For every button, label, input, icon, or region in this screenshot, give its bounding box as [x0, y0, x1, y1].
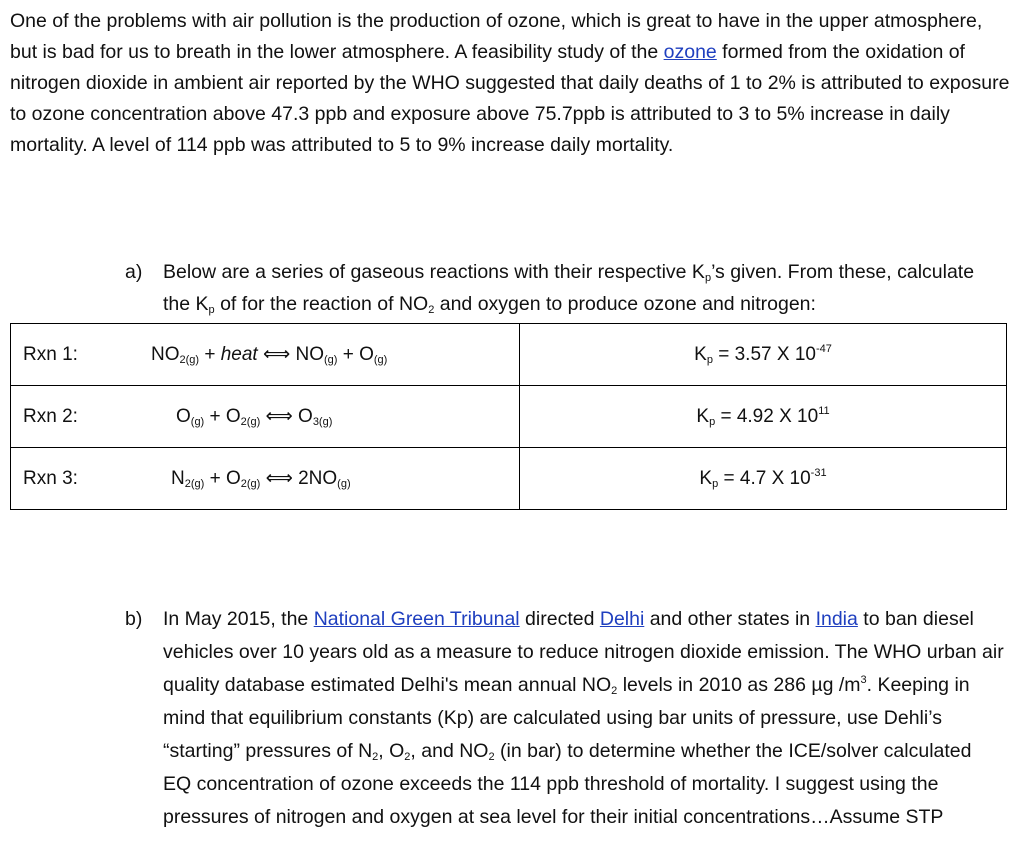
qb-text-5: levels in 2010 as 286 µg /m — [617, 674, 861, 696]
kp-sub: p — [706, 353, 713, 366]
delhi-link[interactable]: Delhi — [599, 608, 645, 630]
kp-exponent: 11 — [818, 404, 830, 417]
equilibrium-arrow-icon: ⟺ — [260, 468, 299, 489]
india-link[interactable]: India — [815, 608, 858, 630]
kp-sub: p — [709, 415, 716, 428]
reaction-table — [10, 323, 1007, 510]
kp-value: = 4.92 X 10 — [715, 405, 819, 427]
eq-sub: 2(g) — [240, 416, 261, 428]
question-b — [125, 603, 1005, 834]
qb-sub-4: 2 — [611, 685, 618, 697]
kp-symbol: K — [696, 405, 710, 427]
qa-sub-2: p — [208, 304, 215, 316]
reaction-equation — [151, 324, 520, 386]
kp-symbol: K — [699, 467, 713, 489]
question-a — [125, 256, 1005, 320]
question-b-marker: b) — [125, 608, 143, 630]
kp-sub: p — [712, 477, 719, 490]
eq-species: O — [225, 468, 241, 489]
eq-plus: + — [204, 406, 226, 427]
qb-text-7: , O — [378, 740, 405, 762]
eq-species: O — [225, 406, 241, 427]
qb-text-4: to ban diesel vehicles over 10 years old as a measure to reduce nitrogen dioxide emission. The WHO urban air quality database estimated Delhi's mean annual NO — [163, 608, 1004, 696]
reaction-equation — [151, 448, 520, 510]
equilibrium-arrow-icon: ⟺ — [260, 406, 299, 427]
eq-species: 2NO — [298, 468, 338, 489]
eq-species: O — [176, 406, 191, 427]
qa-text-3: of for the reaction of NO — [214, 293, 429, 315]
kp-exponent: -31 — [810, 466, 827, 479]
reaction-kp — [520, 386, 1007, 448]
eq-sub: (g) — [373, 354, 388, 366]
question-b-text — [163, 603, 1005, 834]
eq-sub: (g) — [190, 416, 205, 428]
kp-value: = 3.57 X 10 — [712, 343, 816, 365]
qb-text-9: (in bar) to determine whether the ICE/solver calculated EQ concentration of ozone exceeds the 114 ppb threshold of mortality. I suggest using the pressures of nitrogen and oxygen at sea level for their initial concentrations…Assume STP — [163, 740, 972, 828]
qb-sub-7: 2 — [404, 751, 411, 763]
eq-sub: 3(g) — [312, 416, 333, 428]
qb-text-2: directed — [519, 608, 600, 630]
eq-heat: heat — [220, 344, 258, 365]
eq-species: NO — [295, 344, 324, 365]
eq-plus: + — [199, 344, 221, 365]
kp-symbol: K — [694, 343, 707, 365]
qa-sub-3: 2 — [428, 304, 435, 316]
qb-text-6: . Keeping in mind that equilibrium constants (Kp) are calculated using bar units of pressure, use Dehli’s “starting” pressures of N — [163, 674, 970, 762]
question-a-marker: a) — [125, 261, 143, 283]
eq-sub: (g) — [337, 478, 351, 490]
qb-text-3: and other states in — [644, 608, 816, 630]
ozone-link[interactable]: ozone — [663, 41, 717, 63]
eq-species: O — [359, 344, 374, 365]
qb-text-8: , and NO — [410, 740, 489, 762]
qa-sub-1: p — [704, 272, 712, 284]
qa-text-1: Below are a series of gaseous reactions with their respective K — [163, 261, 705, 283]
eq-sub: 2(g) — [179, 354, 200, 366]
question-a-text — [163, 256, 1005, 320]
qb-sub-8: 2 — [488, 751, 495, 763]
reaction-equation — [151, 386, 520, 448]
qa-text-2: ’s given. From these, calculate the K — [163, 261, 975, 315]
reaction-row — [11, 386, 1007, 448]
qa-text-4: and oxygen to produce ozone and nitrogen: — [434, 293, 816, 315]
qb-text-1: In May 2015, the — [163, 608, 314, 630]
eq-sub: (g) — [324, 354, 338, 366]
national-green-tribunal-link[interactable]: National Green Tribunal — [313, 608, 520, 630]
eq-species: N — [171, 468, 185, 489]
kp-exponent: -47 — [815, 342, 832, 355]
intro-text-2: formed from the oxidation of nitrogen dioxide in ambient air reported by the WHO suggested that daily deaths of 1 to 2% is attributed to exposure to ozone concentration above 47.3 ppb and exposure above 75.7ppb is attributed to 3 to 5% increase in daily mortality. A level of 114 ppb was attributed to 5 to 9% increase daily mortality. — [10, 41, 1010, 156]
eq-sub: 2(g) — [184, 478, 205, 490]
reaction-kp — [520, 324, 1007, 386]
reaction-label: Rxn 2: — [11, 386, 152, 448]
eq-plus: + — [204, 468, 226, 489]
reaction-kp — [520, 448, 1007, 510]
reaction-label: Rxn 3: — [11, 448, 152, 510]
intro-paragraph — [10, 6, 1010, 161]
eq-sub: 2(g) — [240, 478, 261, 490]
reaction-row — [11, 324, 1007, 386]
equilibrium-arrow-icon: ⟺ — [257, 344, 296, 365]
intro-text-1: One of the problems with air pollution is the production of ozone, which is great to have in the upper atmosphere, but is bad for us to breath in the lower atmosphere. A feasibility study of the — [10, 10, 983, 63]
qb-sup-5: 3 — [860, 674, 867, 686]
eq-plus: + — [337, 344, 360, 365]
kp-value: = 4.7 X 10 — [718, 467, 811, 489]
qb-sub-6: 2 — [372, 751, 379, 763]
eq-species: O — [298, 406, 313, 427]
eq-species: NO — [151, 344, 180, 365]
reaction-label: Rxn 1: — [11, 324, 152, 386]
reaction-row — [11, 448, 1007, 510]
